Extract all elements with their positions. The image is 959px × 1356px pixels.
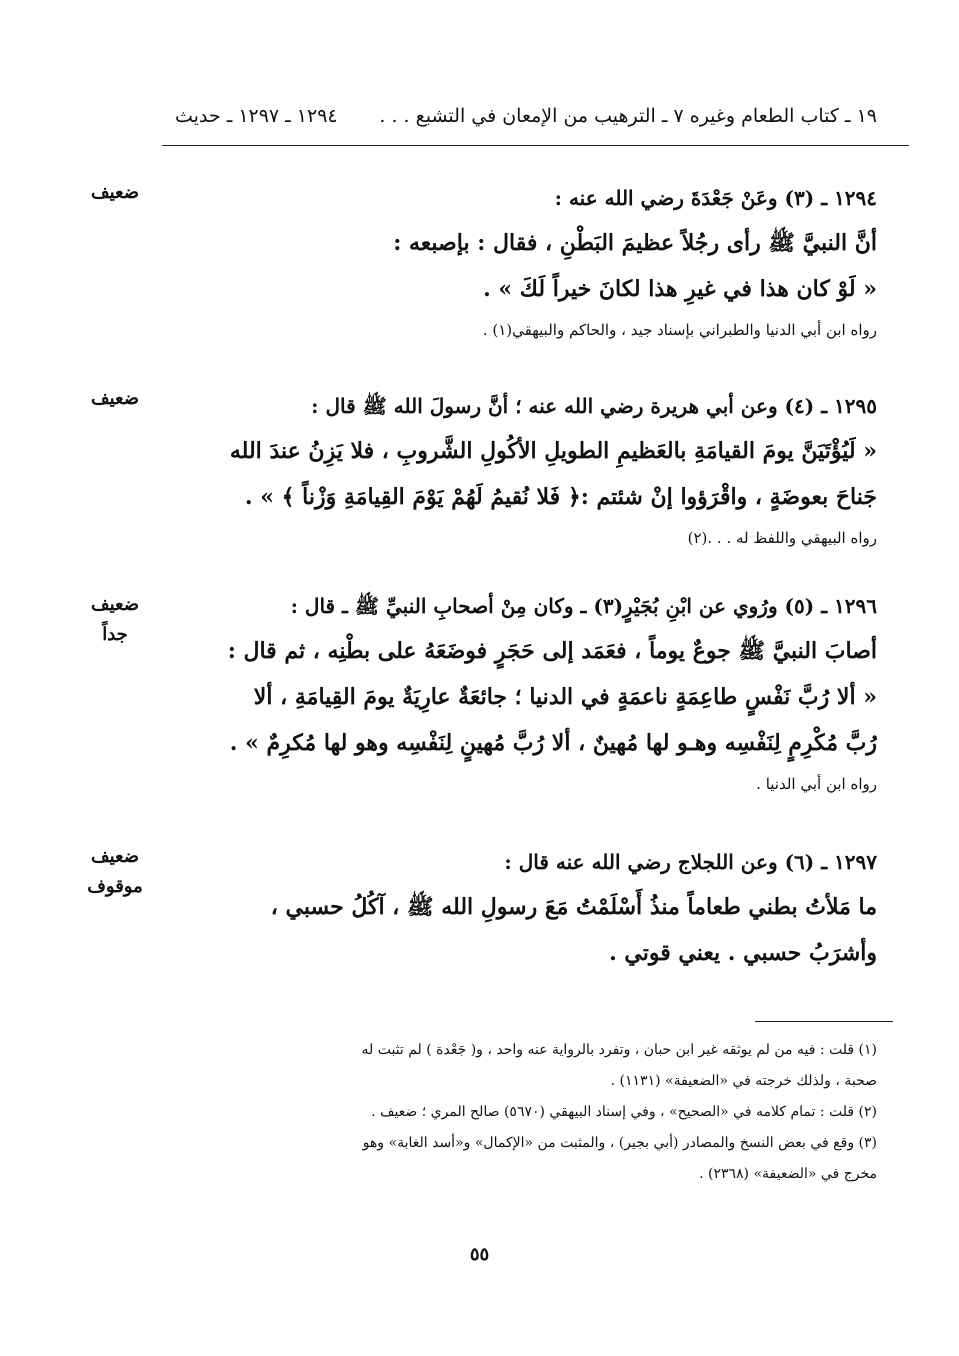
footnote-line: (٣) وقع في بعض النسخ والمصادر (أبي بجير) ، والمثبت من «الإكمال» و«أسد الغابة» وهو bbox=[362, 1135, 877, 1151]
header-title: ١٩ ـ كتاب الطعام وغيره ٧ ـ الترهيب من الإمعان في التشبع . . . bbox=[379, 105, 877, 127]
hadith-text-line: أنَّ النبيَّ ﷺ رأى رجُلاً عظيمَ البَطْنِ ، فقال : بإصبعه : bbox=[393, 230, 877, 256]
hadith-text-line: رُبَّ مُكْرِمٍ لِنَفْسِه وهـو لها مُهينٌ ، ألا رُبَّ مُهينٍ لِنَفْسِه وهو لها مُكرِمٌ » . bbox=[229, 730, 877, 756]
hadith-source: رواه ابن أبي الدنيا والطبراني بإسناد جيد ، والحاكم والبيهقي(١) . bbox=[482, 321, 877, 339]
running-header bbox=[175, 96, 877, 136]
hadith-text-line: ما مَلأتُ بطني طعاماً منذُ أَسْلَمْتُ مَعَ رسولِ الله ﷺ ، آكُلُ حسبي ، bbox=[270, 894, 877, 920]
grade-word: ضعيف bbox=[90, 846, 140, 867]
hadith-text-line: أصابَ النبيَّ ﷺ جوعٌ يوماً ، فعَمَد إلى حَجَرٍ فوضَعَهُ على بطْنِه ، ثم قال : bbox=[227, 638, 877, 664]
hadith-source: رواه ابن أبي الدنيا . bbox=[756, 775, 877, 793]
hadith-text-line: « لَوْ كان هذا في غيرِ هذا لكانَ خيراً لَكَ » . bbox=[483, 276, 877, 302]
grade-word: ضعيف bbox=[90, 594, 140, 615]
hadith-intro: ١٢٩٧ ـ (٦) وعن اللجلاج رضي الله عنه قال : bbox=[504, 850, 877, 874]
hadith-entry bbox=[175, 584, 877, 802]
header-rule bbox=[162, 145, 909, 146]
footnote-line: (٢) قلت : تمام كلامه في «الصحيح» ، وفي إسناد البيهقي (٥٦٧٠) صالح المري ؛ ضعيف . bbox=[371, 1104, 877, 1120]
hadith-intro: ١٢٩٥ ـ (٤) وعن أبي هريرة رضي الله عنه ؛ أنَّ رسولَ الله ﷺ قال : bbox=[311, 394, 877, 418]
hadith-text-line: « لَيُؤْتَيَنَّ يومَ القيامَةِ بالعَظيمِ الطويلِ الأكُولِ الشَّروبِ ، فلا يَزِنُ عندَ الله bbox=[229, 438, 877, 464]
footnotes bbox=[175, 1035, 877, 1190]
page-number: ٥٥ bbox=[469, 1244, 490, 1265]
footnote-rule bbox=[755, 1021, 893, 1022]
footnote-line: صحبة ، ولذلك خرجته في «الضعيفة» (١١٣١) . bbox=[610, 1073, 877, 1089]
hadith-text-line: وأشرَبُ حسبي . يعني قوتي . bbox=[609, 940, 877, 966]
hadith-entry bbox=[175, 840, 877, 976]
header-hadith-range: ١٢٩٤ ـ ١٢٩٧ ـ حديث bbox=[175, 105, 338, 127]
grade-word: جداً bbox=[102, 624, 128, 645]
hadith-entry bbox=[175, 384, 877, 556]
hadith-intro: ١٢٩٤ ـ (٣) وعَنْ جَعْدَةَ رضي الله عنه : bbox=[554, 186, 877, 210]
grade-label bbox=[80, 178, 150, 208]
grade-word: ضعيف bbox=[90, 388, 140, 409]
hadith-text-line: « ألا رُبَّ نَفْسٍ طاعِمَةٍ ناعمَةٍ في الدنيا ؛ جائعَةٌ عارِيَةٌ يومَ القِيامَةِ ، ألا bbox=[253, 684, 877, 710]
hadith-source: رواه البيهقي واللفظ له . . .(٢) bbox=[687, 529, 877, 547]
hadith-text-line: جَناحَ بعوضَةٍ ، واقْرَؤوا إنْ شئتم :﴿ فَلا نُقيمُ لَهُمْ يَوْمَ القِيامَةِ وَزْناً ﴾ » . bbox=[244, 484, 877, 510]
grade-label bbox=[80, 384, 150, 414]
footnote-line: مخرج في «الضعيفة» (٢٣٦٨) . bbox=[699, 1166, 877, 1182]
grade-label bbox=[80, 842, 150, 902]
hadith-intro: ١٢٩٦ ـ (٥) ورُوي عن ابْنِ بُجَيْرٍ(٣) ـ وكان مِنْ أصحابِ النبيِّ ﷺ ـ قال : bbox=[290, 594, 877, 618]
footnote-line: (١) قلت : فيه من لم يوثقه غير ابن حبان ، وتفرد بالرواية عنه واحد ، و( جَعْدة ) لم تثبت له bbox=[361, 1042, 877, 1058]
grade-word: موقوف bbox=[87, 876, 143, 897]
grade-word: ضعيف bbox=[90, 182, 140, 203]
grade-label bbox=[80, 590, 150, 650]
hadith-entry bbox=[175, 176, 877, 348]
